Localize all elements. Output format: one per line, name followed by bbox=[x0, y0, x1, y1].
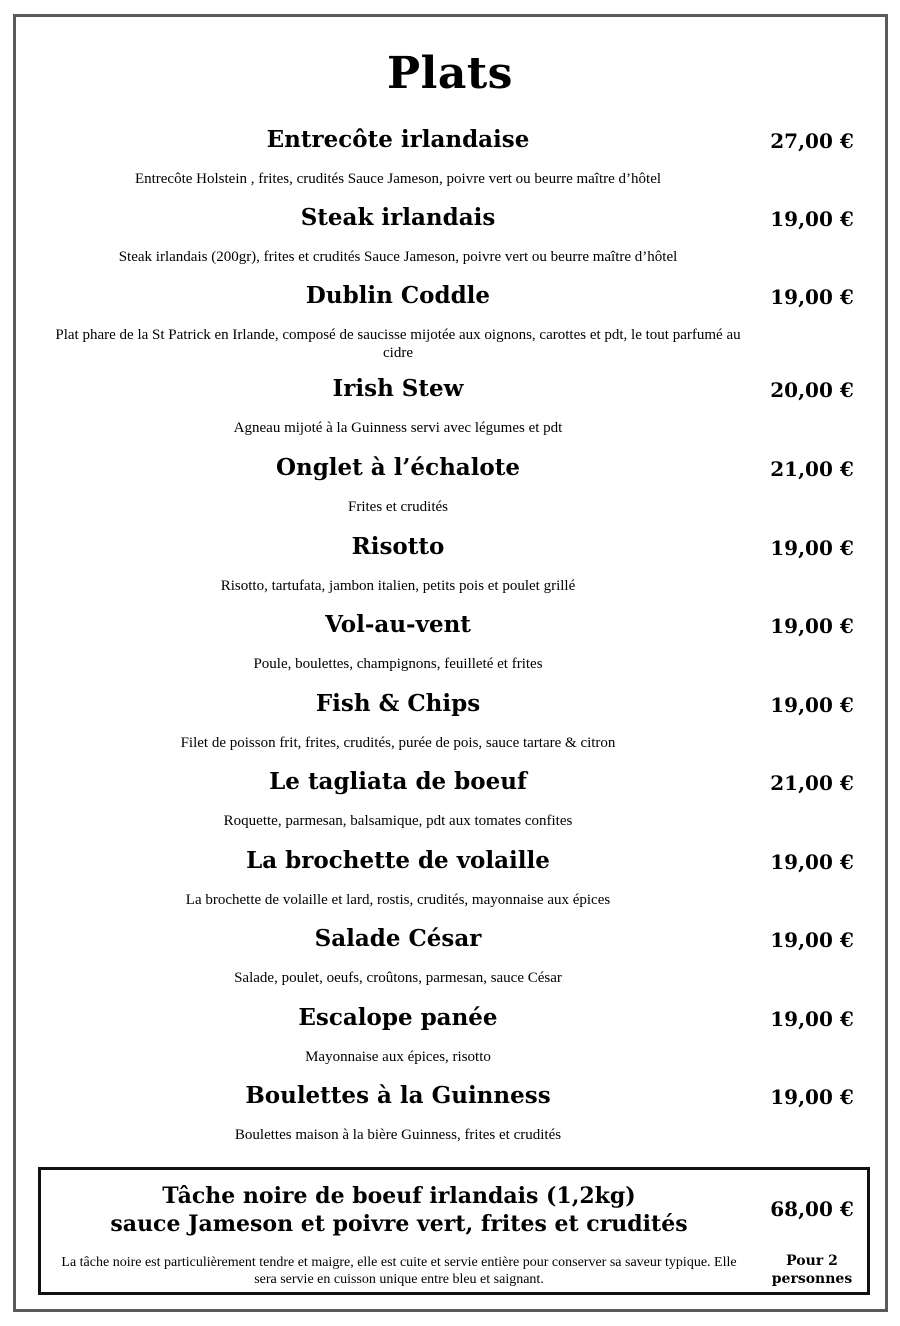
item-description: Steak irlandais (200gr), frites et crudités Sauce Jameson, poivre vert ou beurre maître d’hôtel bbox=[118, 249, 678, 265]
item-description: Poule, boulettes, champignons, feuilleté et frites bbox=[253, 656, 543, 672]
item-description: Entrecôte Holstein , frites, crudités Sauce Jameson, poivre vert ou beurre maître d’hôtel bbox=[134, 171, 662, 187]
item-description: Plat phare de la St Patrick en Irlande, composé de saucisse mijotée aux oignons, carottes et pdt, le tout parfumé au cidre bbox=[55, 327, 741, 361]
page-title: Plats bbox=[387, 48, 513, 99]
special-item-price: 68,00 € bbox=[770, 1197, 854, 1221]
item-price: 19,00 € bbox=[770, 1085, 854, 1109]
item-name: Steak irlandais bbox=[300, 204, 496, 231]
item-description: Boulettes maison à la bière Guinness, frites et crudités bbox=[234, 1127, 562, 1143]
item-price: 19,00 € bbox=[770, 536, 854, 560]
item-description: Filet de poisson frit, frites, crudités, purée de pois, sauce tartare & citron bbox=[180, 735, 616, 751]
item-price: 19,00 € bbox=[770, 693, 854, 717]
item-name: Onglet à l’échalote bbox=[275, 454, 521, 481]
item-description: La brochette de volaille et lard, rostis, crudités, mayonnaise aux épices bbox=[185, 892, 611, 908]
item-name: Boulettes à la Guinness bbox=[245, 1082, 551, 1109]
item-description: Risotto, tartufata, jambon italien, petits pois et poulet grillé bbox=[220, 578, 576, 594]
item-price: 19,00 € bbox=[770, 614, 854, 638]
item-price: 27,00 € bbox=[770, 129, 854, 153]
special-item-name-line1: Tâche noire de boeuf irlandais (1,2kg) bbox=[162, 1183, 636, 1209]
item-name: Dublin Coddle bbox=[305, 282, 491, 309]
item-name: Salade César bbox=[314, 925, 482, 952]
item-price: 19,00 € bbox=[770, 207, 854, 231]
item-description: Agneau mijoté à la Guinness servi avec légumes et pdt bbox=[233, 420, 563, 436]
special-item-description: La tâche noire est particulièrement tendre et maigre, elle est cuite et servie entière pour conserver sa saveur typique. Elle sera servie en cuisson unique entre bleu et saignant. bbox=[61, 1255, 737, 1287]
item-name: La brochette de volaille bbox=[246, 847, 550, 874]
item-name: Fish & Chips bbox=[315, 690, 481, 717]
serving-note-line2: personnes bbox=[771, 1271, 853, 1287]
item-description: Salade, poulet, oeufs, croûtons, parmesan, sauce César bbox=[234, 970, 562, 986]
item-name: Irish Stew bbox=[332, 375, 464, 402]
item-name: Entrecôte irlandaise bbox=[266, 126, 530, 153]
item-price: 20,00 € bbox=[770, 378, 854, 402]
item-name: Le tagliata de boeuf bbox=[269, 768, 527, 795]
item-price: 19,00 € bbox=[770, 1007, 854, 1031]
item-price: 21,00 € bbox=[770, 771, 854, 795]
item-name: Escalope panée bbox=[298, 1004, 498, 1031]
special-item-name bbox=[41, 1182, 757, 1238]
item-description: Roquette, parmesan, balsamique, pdt aux tomates confites bbox=[223, 813, 573, 829]
special-item-serving-note bbox=[757, 1252, 867, 1288]
item-description: Frites et crudités bbox=[348, 499, 448, 515]
item-price: 19,00 € bbox=[770, 285, 854, 309]
serving-note-line1: Pour 2 bbox=[786, 1253, 838, 1269]
special-item-box bbox=[38, 1167, 870, 1295]
item-description: Mayonnaise aux épices, risotto bbox=[305, 1049, 491, 1065]
item-price: 21,00 € bbox=[770, 457, 854, 481]
item-price: 19,00 € bbox=[770, 850, 854, 874]
item-name: Vol-au-vent bbox=[325, 611, 471, 638]
item-price: 19,00 € bbox=[770, 928, 854, 952]
item-name: Risotto bbox=[351, 533, 445, 560]
special-item-name-line2: sauce Jameson et poivre vert, frites et crudités bbox=[110, 1211, 688, 1237]
